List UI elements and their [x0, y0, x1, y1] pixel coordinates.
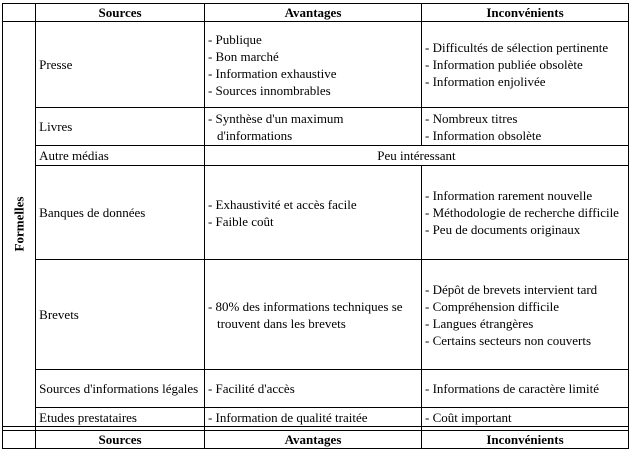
- inconvenients-cell: [421, 408, 628, 427]
- list-item: - Publique: [208, 31, 418, 48]
- source-cell: Etudes prestataires: [36, 408, 205, 427]
- list-item: - Information de qualité traitée: [208, 409, 418, 426]
- footer-inconvenients: Inconvénients: [421, 431, 628, 449]
- footer-blank: [3, 431, 36, 449]
- avantages-cell: [204, 370, 421, 408]
- side-label-cell: [3, 22, 36, 427]
- list-item: - 80% des informations techniques se trouvent dans les brevets: [208, 298, 418, 332]
- inconvenients-cell: [421, 166, 628, 260]
- list-item: - Bon marché: [208, 48, 418, 65]
- table-row: [3, 260, 629, 370]
- list-item: - Méthodologie de recherche difficile: [425, 204, 625, 221]
- source-cell: Livres: [36, 108, 205, 146]
- avantages-list: [208, 409, 418, 426]
- list-item: - Langues étrangères: [425, 315, 625, 332]
- inconvenients-list: [425, 187, 625, 238]
- list-item: - Peu de documents originaux: [425, 221, 625, 238]
- inconvenients-list: [425, 281, 625, 349]
- sources-comparison-table: [2, 3, 629, 449]
- footer-header-row: [3, 431, 629, 449]
- table-row: [3, 22, 629, 108]
- header-inconvenients: Inconvénients: [421, 4, 628, 22]
- avantages-list: [208, 380, 418, 397]
- inconvenients-cell: [421, 22, 628, 108]
- inconvenients-list: [425, 39, 625, 90]
- list-item: - Compréhension difficile: [425, 298, 625, 315]
- list-item: - Information publiée obsolète: [425, 56, 625, 73]
- list-item: - Information enjolivée: [425, 73, 625, 90]
- avantages-cell: [204, 408, 421, 427]
- avantages-cell: [204, 260, 421, 370]
- avantages-cell: [204, 22, 421, 108]
- table-row: [3, 166, 629, 260]
- list-item: - Exhaustivité et accès facile: [208, 196, 418, 213]
- list-item: - Faible coût: [208, 213, 418, 230]
- table-row: [3, 370, 629, 408]
- list-item: - Difficultés de sélection pertinente: [425, 39, 625, 56]
- inconvenients-cell: [421, 260, 628, 370]
- source-cell: Autre médias: [36, 146, 205, 166]
- avantages-list: [208, 298, 418, 332]
- list-item: - Sources innombrables: [208, 82, 418, 99]
- inconvenients-cell: [421, 108, 628, 146]
- list-item: - Informations de caractère limité: [425, 380, 625, 397]
- header-sources: Sources: [36, 4, 205, 22]
- footer-avantages: Avantages: [204, 431, 421, 449]
- header-blank: [3, 4, 36, 22]
- table-row: [3, 108, 629, 146]
- footer-sources: Sources: [36, 431, 205, 449]
- avantages-cell: [204, 166, 421, 260]
- source-cell: Presse: [36, 22, 205, 108]
- inconvenients-list: [425, 380, 625, 397]
- list-item: - Coût important: [425, 409, 625, 426]
- source-cell: Brevets: [36, 260, 205, 370]
- list-item: - Information obsolète: [425, 127, 625, 144]
- list-item: - Information exhaustive: [208, 65, 418, 82]
- list-item: - Information rarement nouvelle: [425, 187, 625, 204]
- header-avantages: Avantages: [204, 4, 421, 22]
- inconvenients-cell: [421, 370, 628, 408]
- list-item: - Synthèse d'un maximum d'informations: [208, 110, 418, 144]
- list-item: - Dépôt de brevets intervient tard: [425, 281, 625, 298]
- avantages-cell: [204, 108, 421, 146]
- source-cell: Sources d'informations légales: [36, 370, 205, 408]
- list-item: - Certains secteurs non couverts: [425, 332, 625, 349]
- merged-cell: Peu intéressant: [204, 146, 628, 166]
- table-row: [3, 146, 629, 166]
- table-row: [3, 408, 629, 427]
- list-item: - Facilité d'accès: [208, 380, 418, 397]
- inconvenients-list: [425, 409, 625, 426]
- avantages-list: [208, 196, 418, 230]
- avantages-list: [208, 110, 418, 144]
- inconvenients-list: [425, 110, 625, 144]
- list-item: - Nombreux titres: [425, 110, 625, 127]
- side-label: Formelles: [11, 196, 27, 252]
- avantages-list: [208, 31, 418, 99]
- header-row: [3, 4, 629, 22]
- source-cell: Banques de données: [36, 166, 205, 260]
